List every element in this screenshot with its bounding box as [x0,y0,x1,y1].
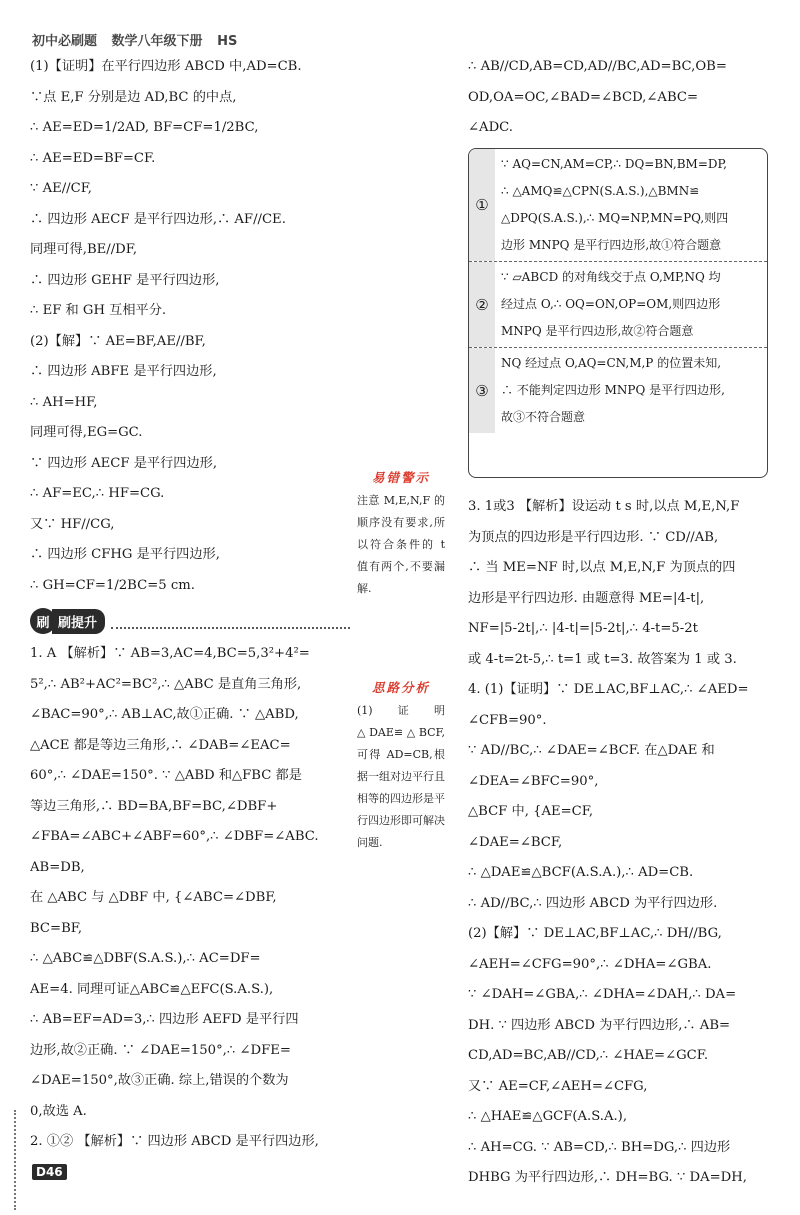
brush-icon: 刷 [30,608,56,634]
sidebar-text: 注意 M,E,N,F 的顺序没有要求,所以符合条件的 t 值有两个,不要漏解. [357,494,445,595]
text-line: 0,故选 A. [30,1103,87,1119]
analysis-line: ∴ △AMQ≌△CPN(S.A.S.),△BMN≌ [501,184,700,198]
text-line: 4. (1)【证明】∵ DE⊥AC,BF⊥AC,∴ ∠AED= [468,682,749,697]
sidebar-approach [357,676,445,854]
text-line: △ACE 都是等边三角形,∴ ∠DAB=∠EAC= [30,737,291,753]
text-line: ∠DEA=∠BFC=90°, [468,773,599,789]
text-line: ∴ AB=EF=AD=3,∴ 四边形 AEFD 是平行四 [30,1012,299,1027]
text-line: ∵点 E,F 分别是边 AD,BC 的中点, [30,89,237,105]
text-line: 2. ①② 【解析】∵ 四边形 ABCD 是平行四边形, [30,1134,319,1149]
section-title: 刷提升 [52,609,105,634]
solution-block-right-bottom [468,492,774,1194]
analysis-line: △DPQ(S.A.S.),∴ MQ=NP,MN=PQ,则四 [501,211,729,225]
text-line: 边形,故②正确. ∵ ∠DAE=150°,∴ ∠DFE= [30,1042,291,1058]
text-line: ∴ 四边形 CFHG 是平行四边形, [30,547,220,562]
series-name: 初中必刷题 [32,34,98,49]
text-line: ∠DAE=∠BCF, [468,834,563,850]
text-line: BC=BF, [30,920,83,936]
section-header [30,605,350,637]
sidebar-title: 思路分析 [371,680,430,695]
text-line: ∴ AF=EC,∴ HF=CG. [30,486,165,501]
option-index: ① [469,149,495,261]
text-line: DHBG 为平行四边形,∴ DH=BG. ∵ DA=DH, [468,1170,747,1185]
analysis-row [469,348,767,433]
text-line: ∵ AD//BC,∴ ∠DAE=∠BCF. 在△DAE 和 [468,743,715,758]
text-line: 等边三角形,∴ BD=BA,BF=BC,∠DBF+ [30,798,278,814]
text-line: 边形是平行四边形. 由题意得 ME=|4-t|, [468,590,705,606]
analysis-row [469,262,767,348]
text-line: ∴ 四边形 GEHF 是平行四边形, [30,272,220,288]
margin-dots [14,1110,16,1210]
right-column-bottom [468,492,774,1194]
analysis-line: NQ 经过点 O,AQ=CN,M,P 的位置未知, [501,356,722,370]
option-analysis [495,262,767,347]
text-line: ∵ 四边形 AECF 是平行四边形, [30,455,218,471]
option-analysis [495,149,767,261]
option-index: ③ [469,348,495,433]
analysis-row [469,149,767,262]
text-line: ∠CFB=90°. [468,712,547,728]
text-line: ∠AEH=∠CFG=90°,∴ ∠DHA=∠GBA. [468,956,712,972]
text-line: ∠DAE=150°,故③正确. 综上,错误的个数为 [30,1073,289,1088]
left-column [30,52,350,1158]
text-line: (2)【解】∵ AE=BF,AE//BF, [30,333,206,349]
text-line: 为顶点的四边形是平行四边形. ∵ CD//AB, [468,529,719,545]
analysis-rows [469,149,767,433]
solution-block-right-top [468,52,774,144]
analysis-line: 经过点 O,∴ OQ=ON,OP=OM,则四边形 [501,297,721,311]
analysis-line: 故③不符合题意 [501,410,586,424]
analysis-table [468,148,768,478]
text-line: ∴ AB//CD,AB=CD,AD//BC,AD=BC,OB= [468,59,727,74]
edition-mark: HS [217,34,238,49]
analysis-line: MNPQ 是平行四边形,故②符合题意 [501,324,694,338]
text-line: DH. ∵ 四边形 ABCD 为平行四边形,∴ AB= [468,1017,731,1033]
text-line: ∴ EF 和 GH 互相平分. [30,303,167,318]
text-line: 5²,∴ AB²+AC²=BC²,∴ △ABC 是直角三角形, [30,676,302,692]
text-line: ∴ AH=HF, [30,394,98,410]
section-divider [111,613,350,629]
text-line: (2)【解】∵ DE⊥AC,BF⊥AC,∴ DH//BG, [468,926,722,941]
analysis-line: ∵ AQ=CN,AM=CP,∴ DQ=BN,BM=DP, [501,157,727,171]
text-line: ∠ADC. [468,120,513,135]
page-number: D46 [32,1164,67,1180]
right-column [468,52,774,144]
text-line: AB=DB, [30,859,85,875]
text-line: 同理可得,EG=GC. [30,425,143,440]
text-line: ∴ 四边形 ABFE 是平行四边形, [30,364,217,379]
text-line: ∵ AE//CF, [30,181,92,196]
subject-name: 数学八年级下册 [111,34,203,49]
text-line: 又∵ HF//CG, [30,516,115,532]
text-line: 1. A 【解析】∵ AB=3,AC=4,BC=5,3²+4²= [30,646,310,661]
text-line: ∴ AH=CG. ∵ AB=CD,∴ BH=DG,∴ 四边形 [468,1139,731,1155]
text-line: ∠BAC=90°,∴ AB⊥AC,故①正确. ∵ △ABD, [30,707,299,722]
text-line: 3. 1或3 【解析】设运动 t s 时,以点 M,E,N,F [468,499,740,514]
text-line: ∴ 当 ME=NF 时,以点 M,E,N,F 为顶点的四 [468,560,736,575]
option-analysis [495,348,767,433]
text-line: 60°,∴ ∠DAE=150°. ∵ △ABD 和△FBC 都是 [30,768,302,783]
sidebar-title: 易错警示 [371,470,430,485]
text-line: ∴ AE=ED=BF=CF. [30,150,156,166]
option-index: ② [469,262,495,347]
text-line: ∴ GH=CF=1/2BC=5 cm. [30,577,195,593]
text-line: ∴ AE=ED=1/2AD, BF=CF=1/2BC, [30,120,259,135]
text-line: 又∵ AE=CF,∠AEH=∠CFG, [468,1078,648,1094]
solution-block-bottom [30,639,350,1158]
text-line: 在 △ABC 与 △DBF 中, {∠ABC=∠DBF, [30,890,277,905]
analysis-line: ∵ ▱ABCD 的对角线交于点 O,MP,NQ 均 [501,270,721,284]
text-line: OD,OA=OC,∠BAD=∠BCD,∠ABC= [468,89,699,105]
text-line: ∴ AD//BC,∴ 四边形 ABCD 为平行四边形. [468,895,718,911]
solution-block-top [30,52,350,601]
text-line: 或 4-t=2t-5,∴ t=1 或 t=3. 故答案为 1 或 3. [468,651,737,667]
text-line: ∠FBA=∠ABC+∠ABF=60°,∴ ∠DBF=∠ABC. [30,829,319,844]
text-line: AE=4. 同理可证△ABC≌△EFC(S.A.S.), [30,981,274,997]
text-line: CD,AD=BC,AB//CD,∴ ∠HAE=∠GCF. [468,1048,709,1063]
analysis-line: 边形 MNPQ 是平行四边形,故①符合题意 [501,238,722,252]
sidebar-error-warning [357,466,445,600]
text-line: ∴ △ABC≌△DBF(S.A.S.),∴ AC=DF= [30,951,261,966]
text-line: △BCF 中, {AE=CF, [468,804,594,819]
text-line: ∴ △HAE≌△GCF(A.S.A.), [468,1109,628,1124]
text-line: ∴ 四边形 AECF 是平行四边形,∴ AF//CE. [30,211,286,227]
page-header [32,30,247,49]
text-line: 同理可得,BE//DF, [30,242,138,257]
text-line: (1)【证明】在平行四边形 ABCD 中,AD=CB. [30,59,302,74]
text-line: NF=|5-2t|,∴ |4-t|=|5-2t|,∴ 4-t=5-2t [468,621,698,636]
analysis-line: ∴ 不能判定四边形 MNPQ 是平行四边形, [501,383,725,397]
sidebar-text: (1)证明△DAE≌△BCF,可得 AD=CB,根据一组对边平行且相等的四边形是平行四边形即可解决问题. [357,704,445,849]
text-line: ∵ ∠DAH=∠GBA,∴ ∠DHA=∠DAH,∴ DA= [468,987,737,1002]
text-line: ∴ △DAE≌△BCF(A.S.A.),∴ AD=CB. [468,865,694,880]
